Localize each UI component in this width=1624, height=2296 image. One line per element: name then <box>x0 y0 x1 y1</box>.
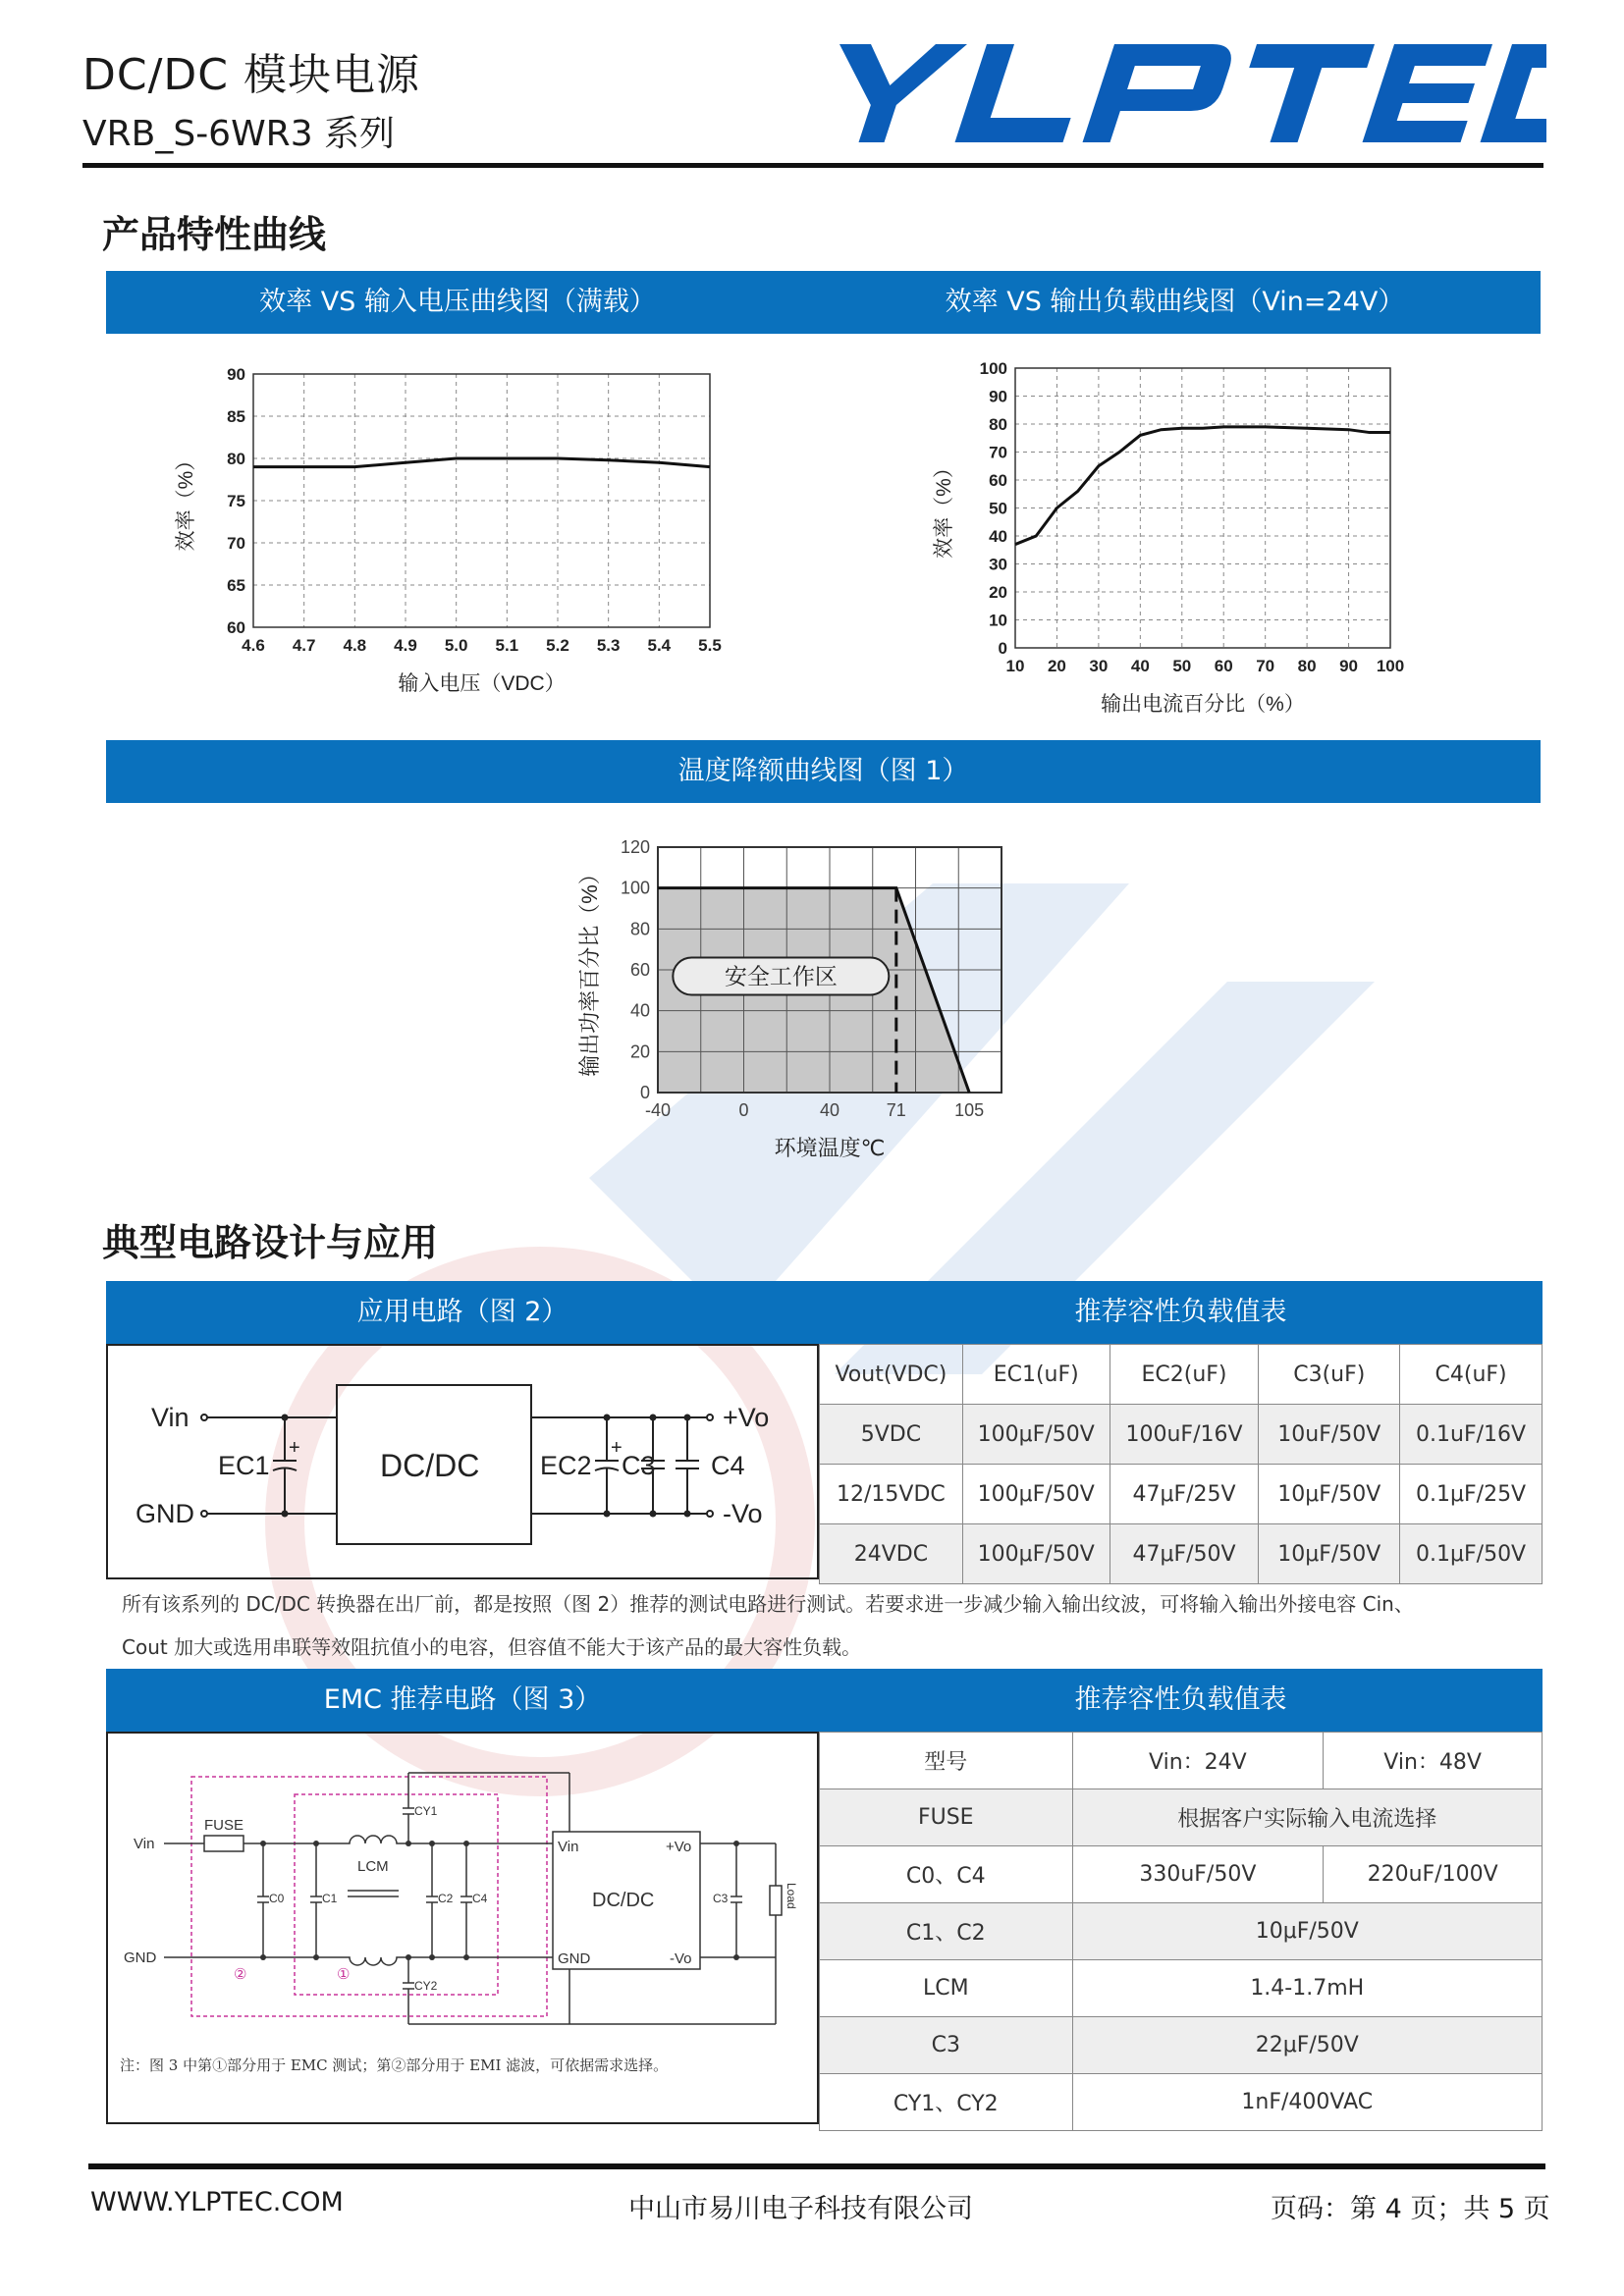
y-tick-label: 90 <box>227 365 245 384</box>
cap-load-table <box>819 1344 1543 1584</box>
table-cell: 100μF/50V <box>962 1524 1110 1584</box>
x-tick-label: 105 <box>954 1100 985 1120</box>
emc-gnd-label: GND <box>124 1949 157 1966</box>
x-tick-label: 5.3 <box>596 636 621 655</box>
table-header: C3(uF) <box>1259 1345 1400 1405</box>
table-cell: 10μF/50V <box>1259 1524 1400 1584</box>
x-tick-label: 4.9 <box>394 636 417 655</box>
svg-text:+: + <box>289 1437 300 1459</box>
y-tick-label: 75 <box>227 492 245 510</box>
footer-divider <box>88 2163 1545 2169</box>
y-tick-label: 40 <box>989 527 1007 546</box>
y-tick-label: 60 <box>989 471 1007 490</box>
y-tick-label: 60 <box>629 960 650 980</box>
chart-eff-vs-load <box>809 339 1541 721</box>
banner-app-circuit: 应用电路（图 2） <box>106 1281 819 1344</box>
emc-pin-vo-pos: +Vo <box>666 1839 692 1855</box>
y-tick-label: 100 <box>620 878 650 898</box>
safe-zone-label: 安全工作区 <box>724 963 838 989</box>
x-tick-label: 40 <box>1130 657 1150 675</box>
table-cell: FUSE <box>820 1789 1073 1846</box>
table-cell: 10μF/50V <box>1259 1465 1400 1524</box>
y-tick-label: 0 <box>639 1083 650 1102</box>
x-axis-label: 输入电压（VDC） <box>398 672 566 695</box>
table-cell: 100μF/50V <box>962 1405 1110 1465</box>
table-header: 型号 <box>820 1733 1073 1789</box>
y-tick-label: 100 <box>979 359 1007 378</box>
x-tick-label: 5.2 <box>546 636 569 655</box>
table-cell: 47μF/50V <box>1110 1524 1259 1584</box>
y-tick-label: 70 <box>227 534 245 553</box>
table-cell: C1、C2 <box>820 1903 1073 1960</box>
emc-pin-vin: Vin <box>558 1839 579 1855</box>
table-cell: 1nF/400VAC <box>1072 2074 1542 2131</box>
emc-c3-label: C3 <box>713 1892 729 1905</box>
y-tick-label: 85 <box>227 407 245 426</box>
table-header: Vout(VDC) <box>820 1345 963 1405</box>
app-c4-label: C4 <box>711 1451 745 1480</box>
app-circuit-diagram <box>108 1346 817 1577</box>
y-tick-label: 90 <box>989 387 1007 406</box>
emc-c4-label: C4 <box>472 1892 488 1905</box>
y-tick-label: 10 <box>989 611 1007 630</box>
y-tick-label: 20 <box>989 583 1007 602</box>
emc-c0-label: C0 <box>269 1892 285 1905</box>
y-axis-label: 效率（%） <box>933 457 955 559</box>
y-tick-label: 80 <box>989 415 1007 434</box>
emc-lcm-label: LCM <box>357 1858 389 1875</box>
emc-fuse-label: FUSE <box>204 1817 244 1834</box>
document-title: DC/DC 模块电源 <box>82 50 421 100</box>
app-ec1-label: EC1 <box>218 1451 270 1480</box>
y-tick-label: 80 <box>227 450 245 468</box>
table-cell: 100uF/16V <box>1110 1405 1259 1465</box>
test-note-line2: Cout 加大或选用串联等效阻抗值小的电容，但容值不能大于该产品的最大容性负载。 <box>122 1635 862 1659</box>
series-line <box>253 458 710 467</box>
emc-c1-label: C1 <box>322 1892 338 1905</box>
table-cell: C3 <box>820 2017 1073 2074</box>
table-cell: 12/15VDC <box>820 1465 963 1524</box>
emc-pin-vo-neg: -Vo <box>670 1950 692 1967</box>
x-tick-label: 71 <box>886 1100 906 1120</box>
x-tick-label: 10 <box>1005 657 1025 675</box>
x-tick-label: -40 <box>644 1100 672 1120</box>
x-tick-label: 70 <box>1256 657 1275 675</box>
table-header: Vin：24V <box>1072 1733 1324 1789</box>
header-divider <box>82 163 1543 168</box>
footer-website: WWW.YLPTEC.COM <box>90 2187 344 2217</box>
table-cell: 22μF/50V <box>1072 2017 1542 2074</box>
banner-emc-circuit: EMC 推荐电路（图 3） <box>106 1669 819 1732</box>
app-vo-neg-label: -Vo <box>723 1499 763 1528</box>
table-cell: LCM <box>820 1960 1073 2017</box>
table-header: EC2(uF) <box>1110 1345 1259 1405</box>
emc-cy1-label: CY1 <box>414 1804 438 1818</box>
banner-eff-vs-vin: 效率 VS 输入电压曲线图（满载） <box>106 271 809 334</box>
emc-vin-label: Vin <box>134 1836 155 1852</box>
table-cell: 24VDC <box>820 1524 963 1584</box>
test-note-line1: 所有该系列的 DC/DC 转换器在出厂前，都是按照（图 2）推荐的测试电路进行测试。若要求进一步减少输入输出纹波，可将输入输出外接电容 Cin、 <box>122 1592 1414 1616</box>
table-cell: 47μF/25V <box>1110 1465 1259 1524</box>
chart-derating <box>550 815 1060 1178</box>
footer-company: 中山市易川电子科技有限公司 <box>628 2194 973 2224</box>
table-header: Vin：48V <box>1324 1733 1543 1789</box>
y-tick-label: 60 <box>227 618 245 637</box>
table-header: EC1(uF) <box>962 1345 1110 1405</box>
product-series: VRB_S-6WR3 系列 <box>82 114 396 154</box>
x-tick-label: 90 <box>1339 657 1359 675</box>
table-cell: 1.4-1.7mH <box>1072 1960 1542 2017</box>
x-tick-label: 4.7 <box>292 636 316 655</box>
table-cell: CY1、CY2 <box>820 2074 1073 2131</box>
app-dcdc-label: DC/DC <box>380 1448 480 1483</box>
x-tick-label: 100 <box>1376 657 1405 675</box>
emc-component-table <box>819 1732 1543 2131</box>
chart-eff-vs-vin <box>106 339 809 721</box>
table-cell: 5VDC <box>820 1405 963 1465</box>
y-tick-label: 30 <box>989 555 1007 574</box>
emc-pin-gnd: GND <box>558 1950 591 1967</box>
app-vo-pos-label: +Vo <box>723 1403 770 1432</box>
x-axis-label: 环境温度℃ <box>774 1136 886 1160</box>
app-circuit-box <box>106 1344 819 1579</box>
x-tick-label: 80 <box>1297 657 1317 675</box>
x-tick-label: 4.8 <box>343 636 367 655</box>
y-tick-label: 0 <box>998 639 1007 658</box>
table-cell: 0.1uF/16V <box>1400 1405 1543 1465</box>
y-axis-label: 输出功率百分比（%） <box>577 863 602 1077</box>
emc-note: 注：图 3 中第①部分用于 EMC 测试；第②部分用于 EMI 滤波，可依据需求选择。 <box>120 2056 669 2074</box>
table-cell: 330uF/50V <box>1072 1846 1324 1903</box>
x-tick-label: 5.5 <box>698 636 722 655</box>
series-line <box>1015 427 1390 545</box>
app-c3-label: C3 <box>622 1451 656 1480</box>
x-tick-label: 20 <box>1047 657 1066 675</box>
y-tick-label: 80 <box>629 919 650 939</box>
emc-load-label: Load <box>785 1883 798 1909</box>
ylptec-logo <box>800 44 1546 154</box>
banner-derating: 温度降额曲线图（图 1） <box>106 740 1541 803</box>
footer-page-number: 页码：第 4 页；共 5 页 <box>1271 2194 1550 2224</box>
test-note <box>122 1582 1545 1669</box>
emc-c2-label: C2 <box>438 1892 454 1905</box>
x-tick-label: 5.4 <box>647 636 672 655</box>
app-gnd-label: GND <box>135 1499 194 1528</box>
x-tick-label: 30 <box>1089 657 1109 675</box>
y-tick-label: 40 <box>629 1000 650 1021</box>
y-tick-label: 120 <box>620 837 650 857</box>
emc-mark-2: ② <box>234 1966 247 1983</box>
table-cell: 220uF/100V <box>1324 1846 1543 1903</box>
y-tick-label: 70 <box>989 443 1007 462</box>
emc-cy2-label: CY2 <box>414 1979 438 1993</box>
table-cell: 0.1μF/50V <box>1400 1524 1543 1584</box>
x-tick-label: 40 <box>819 1100 840 1120</box>
y-axis-label: 效率（%） <box>175 450 197 552</box>
x-tick-label: 5.0 <box>444 636 468 655</box>
table-cell: 0.1μF/25V <box>1400 1465 1543 1524</box>
banner-cap-table: 推荐容性负载值表 <box>819 1281 1543 1344</box>
emc-mark-1: ① <box>337 1966 351 1983</box>
y-tick-label: 65 <box>227 576 245 595</box>
section-title-characteristics: 产品特性曲线 <box>102 212 327 256</box>
table-cell: C0、C4 <box>820 1846 1073 1903</box>
x-tick-label: 0 <box>738 1100 749 1120</box>
banner-eff-vs-load: 效率 VS 输出负载曲线图（Vin=24V） <box>809 271 1541 334</box>
emc-circuit-box <box>106 1732 819 2124</box>
x-tick-label: 60 <box>1214 657 1233 675</box>
app-ec2-label: EC2 <box>540 1451 592 1480</box>
app-vin-label: Vin <box>151 1403 189 1432</box>
section-title-circuit: 典型电路设计与应用 <box>102 1220 439 1264</box>
table-header: C4(uF) <box>1400 1345 1543 1405</box>
emc-circuit-diagram <box>108 1734 817 2122</box>
table-cell: 10uF/50V <box>1259 1405 1400 1465</box>
table-cell: 10μF/50V <box>1072 1903 1542 1960</box>
x-axis-label: 输出电流百分比（%） <box>1101 693 1305 716</box>
x-tick-label: 5.1 <box>495 636 519 655</box>
banner-cap-table-2: 推荐容性负载值表 <box>819 1669 1543 1732</box>
table-cell: 根据客户实际输入电流选择 <box>1072 1789 1542 1846</box>
x-tick-label: 4.6 <box>242 636 265 655</box>
x-tick-label: 50 <box>1172 657 1192 675</box>
y-tick-label: 20 <box>629 1041 650 1062</box>
svg-text:+: + <box>611 1437 623 1459</box>
table-cell: 100μF/50V <box>962 1465 1110 1524</box>
emc-dcdc-label: DC/DC <box>592 1890 655 1911</box>
y-tick-label: 50 <box>989 499 1007 518</box>
